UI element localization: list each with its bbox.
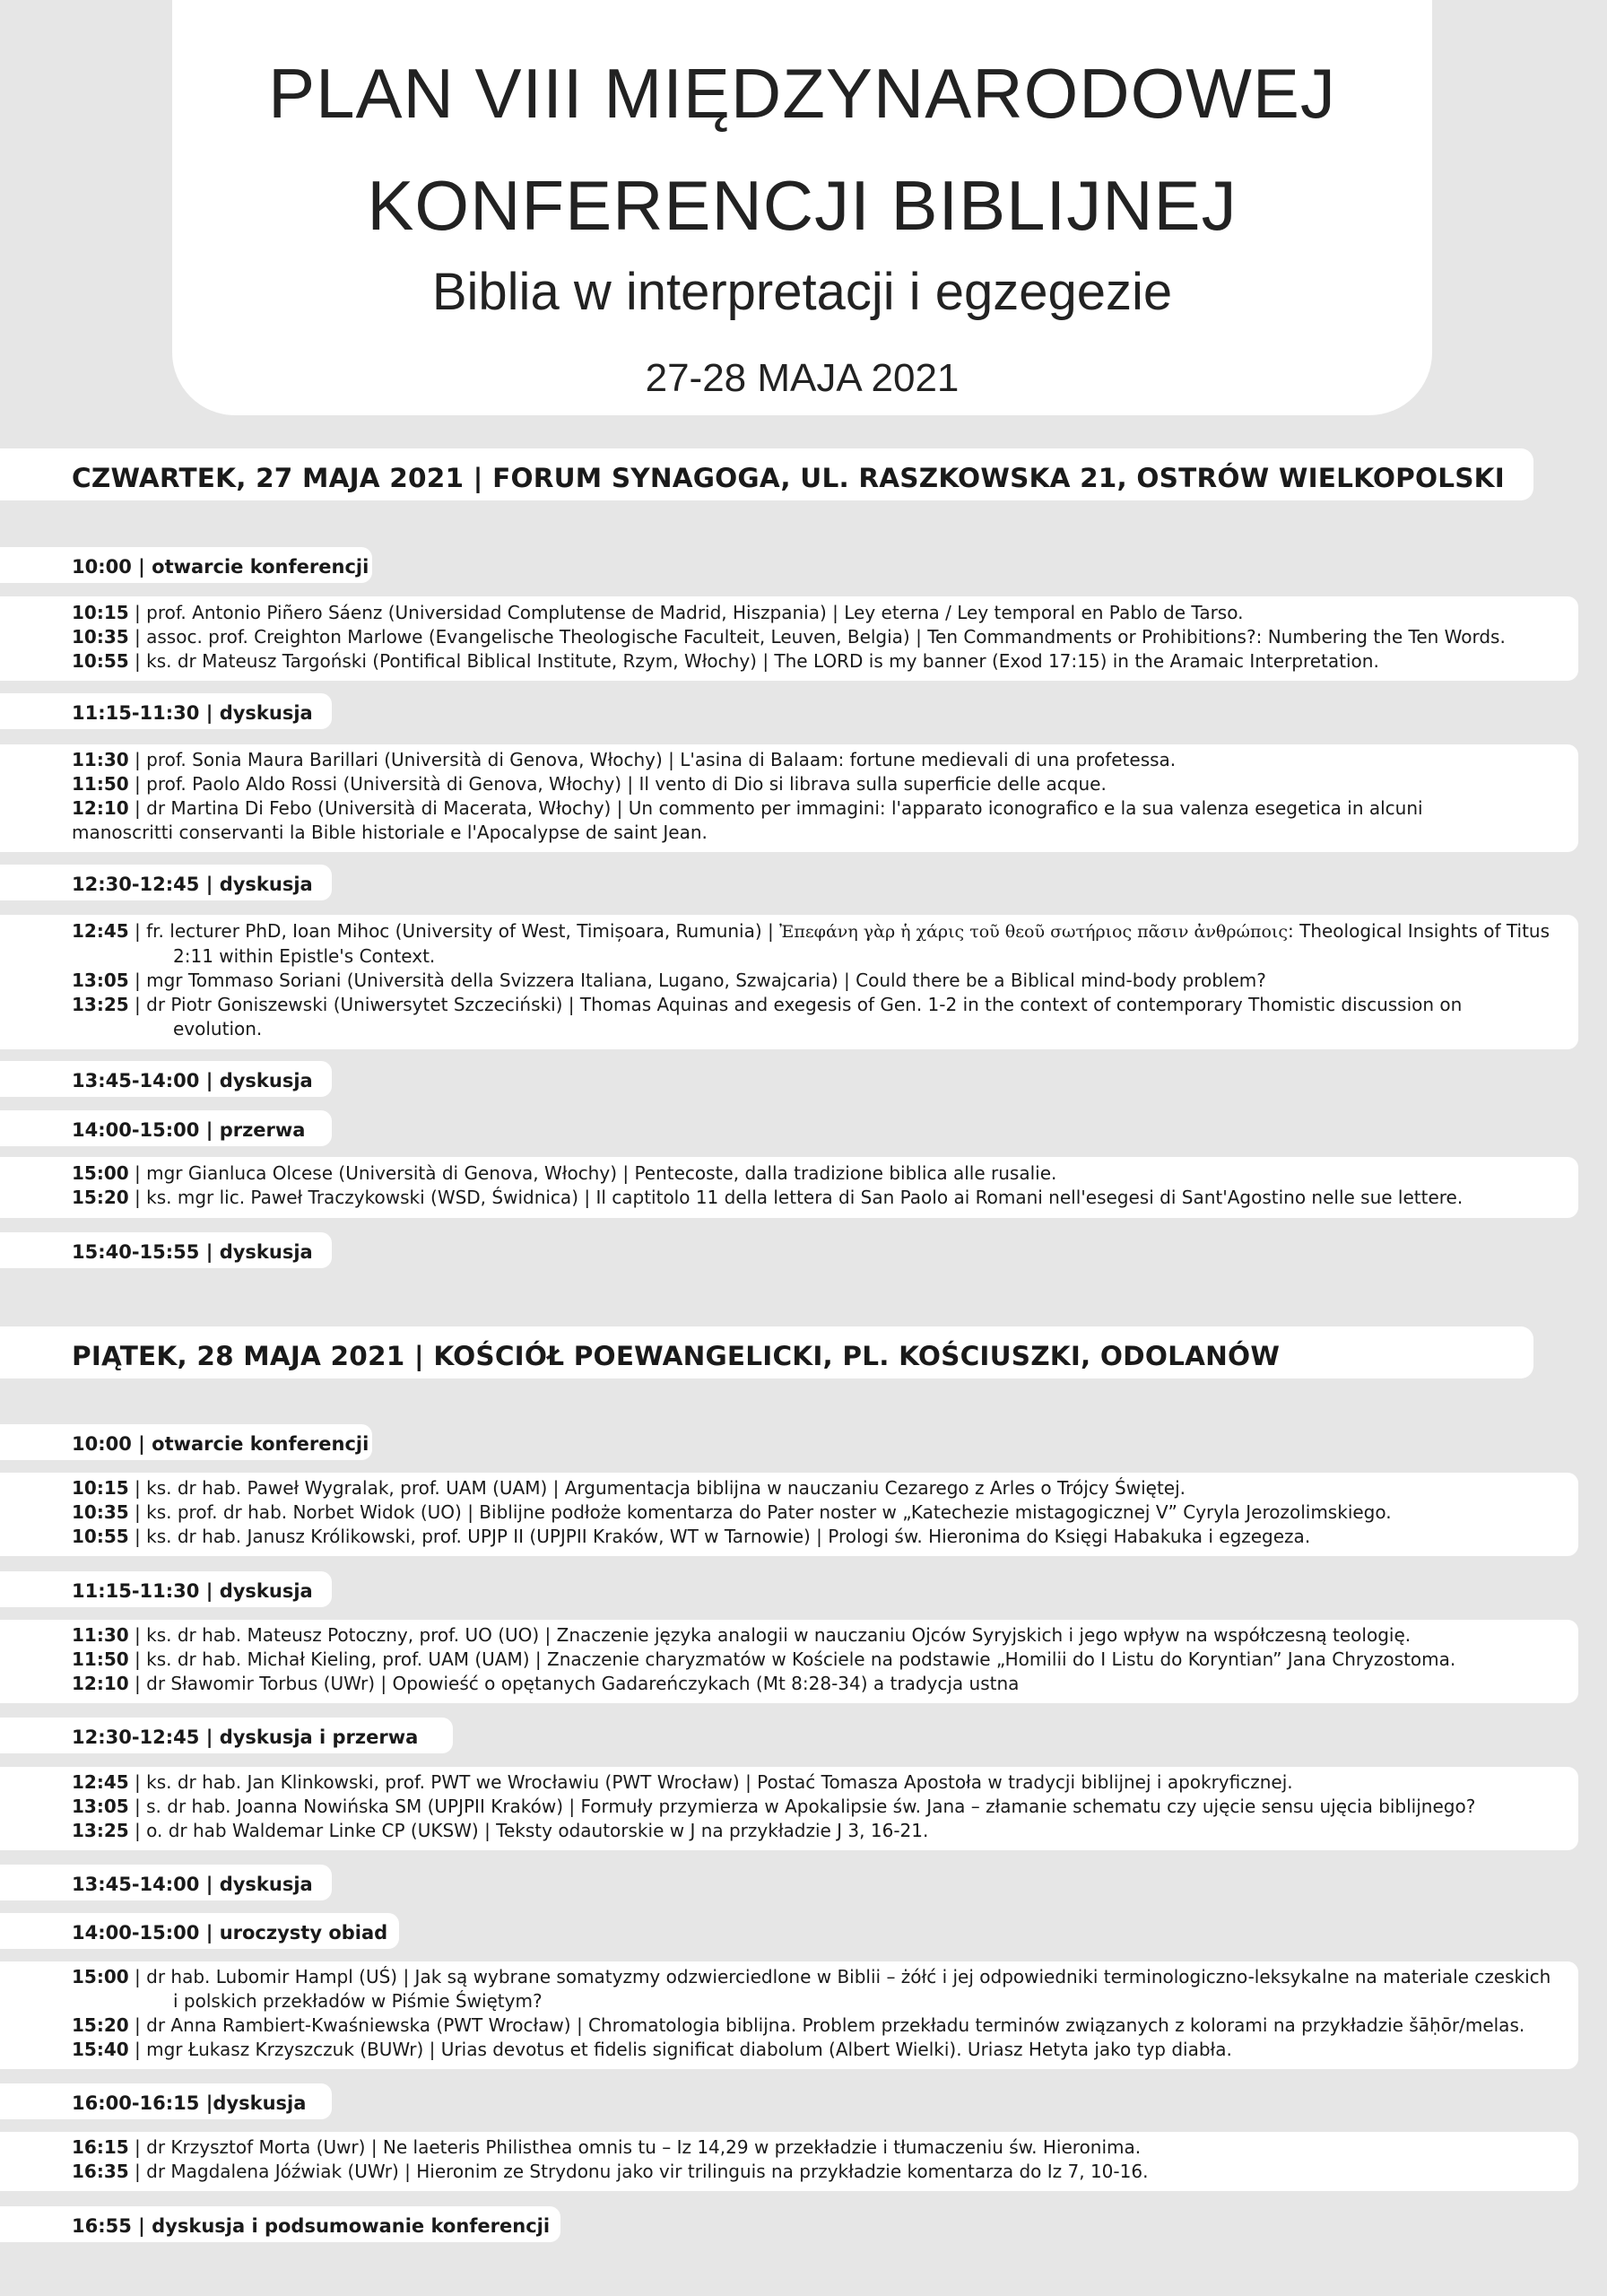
- talk-time: 12:45: [72, 920, 129, 942]
- slot-label: 15:40-15:55 | dyskusja: [72, 1241, 313, 1263]
- slot-label: 11:15-11:30 | dyskusja: [72, 702, 313, 724]
- talk-time: 15:20: [72, 2014, 129, 2036]
- talk-entry: [0, 1476, 1578, 1500]
- talk-time: 10:35: [72, 626, 129, 648]
- talk-text: | ks. mgr lic. Paweł Traczykowski (WSD, Świdnica) | Il captitolo 11 della lettera di San Paolo ai Romani nell'esegesi di Sant'Agostino nelle sue lettere.: [128, 1187, 1464, 1208]
- day2-session-4: [0, 1961, 1578, 2069]
- talk-time: 12:10: [72, 797, 129, 819]
- day1-session-4: [0, 1157, 1578, 1218]
- day2-session-5: [0, 2132, 1578, 2191]
- talk-text: | dr Krzysztof Morta (Uwr) | Ne laeteris Philisthea omnis tu – Iz 14,29 w przekładzie i tłumaczeniu św. Hieronima.: [128, 2136, 1142, 2158]
- day2-session-1: [0, 1473, 1578, 1556]
- talk-entry: [0, 993, 1554, 1041]
- slot-label: 14:00-15:00 | uroczysty obiad: [72, 1922, 388, 1944]
- talk-text: | assoc. prof. Creighton Marlowe (Evangelische Theologische Faculteit, Leuven, Belgia) | Ten Commandments or Prohibitions?: Numbering the Ten Words.: [128, 626, 1506, 648]
- talk-entry: [0, 1965, 1554, 2013]
- talk-entry: [0, 601, 1578, 625]
- talk-text: | o. dr hab Waldemar Linke CP (UKSW) | Teksty odautorskie w J na przykładzie J 3, 16-21.: [128, 1820, 929, 1841]
- day2-heading-bar: [0, 1326, 1533, 1378]
- talk-entry: [0, 1186, 1578, 1210]
- talk-time: 11:50: [72, 1648, 129, 1670]
- talk-time: 11:50: [72, 773, 129, 795]
- talk-time: 13:25: [72, 994, 129, 1015]
- talk-text: | ks. dr hab. Michał Kieling, prof. UAM (UAM) | Znaczenie charyzmatów w Kościele na podstawie „Homilii do I Listu do Koryntian” Jana Chryzostoma.: [128, 1648, 1456, 1670]
- talk-time: 11:30: [72, 1624, 129, 1646]
- talk-text: | ks. prof. dr hab. Norbet Widok (UO) | Biblijne podłoże komentarza do Pater noster w „Katechezie mistagogicznej V” Cyryla Jerozolimskiego.: [128, 1501, 1392, 1523]
- header-card: [172, 0, 1432, 415]
- talk-time: 15:00: [72, 1162, 129, 1184]
- talk-text: | ks. dr hab. Jan Klinkowski, prof. PWT we Wrocławiu (PWT Wrocław) | Postać Tomasza Apostoła w tradycji biblijnej i apokryficznej.: [128, 1771, 1293, 1793]
- talk-entry: [0, 1648, 1578, 1672]
- conference-dates: 27-28 MAJA 2021: [645, 356, 960, 400]
- talk-time: 10:55: [72, 650, 129, 672]
- day1-slot-discussion-1: [0, 693, 332, 729]
- day1-heading-bar: [0, 448, 1533, 500]
- talk-entry: [0, 748, 1578, 772]
- talk-entry: [0, 649, 1578, 674]
- talk-entry: [0, 2013, 1578, 2038]
- talk-text: | dr Anna Rambiert-Kwaśniewska (PWT Wrocław) | Chromatologia biblijna. Problem przekładu terminów związanych z kolorami na przykładzie šāḥōr/melas.: [128, 2014, 1525, 2036]
- talk-time: 10:55: [72, 1526, 129, 1547]
- page-title-line-1: PLAN VIII MIĘDZYNARODOWEJ: [268, 54, 1336, 133]
- slot-label: 10:00 | otwarcie konferencji: [72, 556, 369, 578]
- day2-slot-discussion-1: [0, 1571, 332, 1607]
- day2-slot-discussion-2: [0, 1718, 453, 1753]
- talk-text: | ks. dr hab. Mateusz Potoczny, prof. UO (UO) | Znaczenie języka analogii w nauczaniu Ojców Syryjskich i jego wpływ na współczesną teologię.: [128, 1624, 1412, 1646]
- slot-label: 16:00-16:15 |dyskusja: [72, 2092, 307, 2114]
- talk-time: 13:05: [72, 970, 129, 991]
- talk-time: 13:25: [72, 1820, 129, 1841]
- talk-text: | prof. Antonio Piñero Sáenz (Universidad Complutense de Madrid, Hiszpania) | Ley eterna / Ley temporal en Pablo de Tarso.: [128, 602, 1244, 623]
- slot-label: 13:45-14:00 | dyskusja: [72, 1874, 313, 1895]
- day2-slot-closing: [0, 2206, 560, 2242]
- slot-label: 10:00 | otwarcie konferencji: [72, 1433, 369, 1455]
- slot-label: 14:00-15:00 | przerwa: [72, 1119, 306, 1141]
- talk-text: | prof. Paolo Aldo Rossi (Università di Genova, Włochy) | Il vento di Dio si librava sulla superficie delle acque.: [128, 773, 1107, 795]
- talk-text: | mgr Tommaso Soriani (Università della Svizzera Italiana, Lugano, Szwajcaria) | Could there be a Biblical mind-body problem?: [128, 970, 1266, 991]
- talk-time: 13:05: [72, 1796, 129, 1817]
- talk-text: | ks. dr Mateusz Targoński (Pontifical Biblical Institute, Rzym, Włochy) | The LORD is my banner (Exod 17:15) in the Aramaic Interpretation.: [128, 650, 1379, 672]
- slot-label: 12:30-12:45 | dyskusja i przerwa: [72, 1726, 419, 1748]
- greek-title: Ἐπεφάνη γὰρ ἡ χάρις τοῦ θεοῦ σωτήριος πᾶσιν ἀνθρώποις: [779, 922, 1289, 942]
- talk-entry: [0, 1770, 1578, 1795]
- talk-time: 15:00: [72, 1966, 129, 1987]
- talk-text: | dr Piotr Goniszewski (Uniwersytet Szczeciński) | Thomas Aquinas and exegesis of Gen. 1-2 in the context of contemporary Thomistic discussion on evolution.: [128, 994, 1463, 1039]
- talk-entry: [0, 1795, 1578, 1819]
- talk-text: : Theological Insights of Titus 2:11 within Epistle's Context.: [173, 920, 1551, 967]
- talk-entry: [0, 1672, 1578, 1696]
- slot-label: 13:45-14:00 | dyskusja: [72, 1070, 313, 1091]
- talk-text: | prof. Sonia Maura Barillari (Università di Genova, Włochy) | L'asina di Balaam: fortune medievali di una profetessa.: [128, 749, 1177, 770]
- talk-text: | fr. lecturer PhD, Ioan Mihoc (University of West, Timișoara, Rumunia) |: [128, 920, 780, 942]
- talk-entry: [0, 796, 1524, 845]
- day1-heading: CZWARTEK, 27 MAJA 2021 | FORUM SYNAGOGA, UL. RASZKOWSKA 21, OSTRÓW WIELKOPOLSKI: [72, 463, 1505, 493]
- talk-entry: [0, 1161, 1578, 1186]
- talk-time: 10:15: [72, 1477, 129, 1499]
- day1-slot-discussion-2: [0, 865, 332, 900]
- talk-time: 12:45: [72, 1771, 129, 1793]
- page-subtitle: Biblia w interpretacji i egzegezie: [431, 263, 1173, 321]
- talk-time: 16:15: [72, 2136, 129, 2158]
- talk-time: 16:35: [72, 2161, 129, 2182]
- talk-entry: [0, 1500, 1578, 1525]
- page-title-line-2: KONFERENCJI BIBLIJNEJ: [367, 166, 1238, 245]
- talk-time: 12:10: [72, 1673, 129, 1694]
- talk-entry: [0, 772, 1578, 796]
- talk-text: | s. dr hab. Joanna Nowińska SM (UPJPII Kraków) | Formuły przymierza w Apokalipsie św. Jana – złamanie schematu czy ujęcie sensu ujęcia biblijnego?: [128, 1796, 1476, 1817]
- slot-label: 12:30-12:45 | dyskusja: [72, 874, 313, 895]
- day1-session-3: [0, 915, 1578, 1049]
- talk-time: 15:40: [72, 2039, 129, 2060]
- talk-text: | dr Sławomir Torbus (UWr) | Opowieść o opętanych Gadareńczykach (Mt 8:28-34) a tradycja ustna: [128, 1673, 1020, 1694]
- talk-text: | ks. dr hab. Paweł Wygralak, prof. UAM (UAM) | Argumentacja biblijna w nauczaniu Cezarego z Arles o Trójcy Świętej.: [128, 1477, 1186, 1499]
- talk-text: | dr Magdalena Jóźwiak (UWr) | Hieronim ze Strydonu jako vir trilinguis na przykładzie komentarza do Iz 7, 10-16.: [128, 2161, 1149, 2182]
- talk-entry: [0, 1819, 1578, 1843]
- talk-entry: [0, 2135, 1578, 2160]
- talk-entry: [0, 2160, 1578, 2184]
- day2-slot-discussion-4: [0, 2083, 332, 2119]
- talk-time: 15:20: [72, 1187, 129, 1208]
- talk-entry: [0, 625, 1578, 649]
- talk-time: 11:30: [72, 749, 129, 770]
- day1-session-1: [0, 596, 1578, 681]
- talk-entry: [0, 1623, 1578, 1648]
- day2-slot-opening: [0, 1424, 372, 1460]
- slot-label: 16:55 | dyskusja i podsumowanie konferencji: [72, 2215, 551, 2237]
- talk-entry: [0, 919, 1554, 969]
- day2-heading: PIĄTEK, 28 MAJA 2021 | KOŚCIÓŁ POEWANGELICKI, PL. KOŚCIUSZKI, ODOLANÓW: [72, 1341, 1281, 1371]
- talk-text: | mgr Łukasz Krzyszczuk (BUWr) | Urias devotus et fidelis significat diabolum (Albert Wielki). Uriasz Hetyta jako typ diabła.: [128, 2039, 1232, 2060]
- day1-slot-discussion-3: [0, 1061, 332, 1097]
- day2-session-3: [0, 1767, 1578, 1850]
- day1-session-2: [0, 744, 1578, 852]
- slot-label: 11:15-11:30 | dyskusja: [72, 1580, 313, 1602]
- day1-slot-opening: [0, 547, 372, 583]
- day2-slot-lunch: [0, 1913, 399, 1949]
- talk-text: | ks. dr hab. Janusz Królikowski, prof. UPJP II (UPJPII Kraków, WT w Tarnowie) | Prologi św. Hieronima do Księgi Habakuka i egzegeza.: [128, 1526, 1311, 1547]
- day2-slot-discussion-3: [0, 1865, 332, 1900]
- talk-text: | mgr Gianluca Olcese (Università di Genova, Włochy) | Pentecoste, dalla tradizione biblica alle rusalie.: [128, 1162, 1057, 1184]
- talk-text: | dr hab. Lubomir Hampl (UŚ) | Jak są wybrane somatyzmy odzwierciedlone w Biblii – żółć i jej odpowiedniki terminologiczno-leksykalne na materiale czeskich i polskich przekładów w Piśmie Świętym?: [128, 1966, 1551, 2012]
- talk-text: | dr Martina Di Febo (Università di Macerata, Włochy) | Un commento per immagini: l'apparato iconografico e la sua valenza esegetica in alcuni manoscritti conservanti la Bible historiale e l'Apocalypse de saint Jean.: [72, 797, 1423, 843]
- talk-time: 10:35: [72, 1501, 129, 1523]
- talk-entry: [0, 2038, 1578, 2062]
- talk-entry: [0, 1525, 1578, 1549]
- talk-time: 10:15: [72, 602, 129, 623]
- day1-slot-discussion-4: [0, 1232, 332, 1268]
- talk-entry: [0, 969, 1578, 993]
- day1-slot-break: [0, 1110, 332, 1146]
- day2-session-2: [0, 1620, 1578, 1703]
